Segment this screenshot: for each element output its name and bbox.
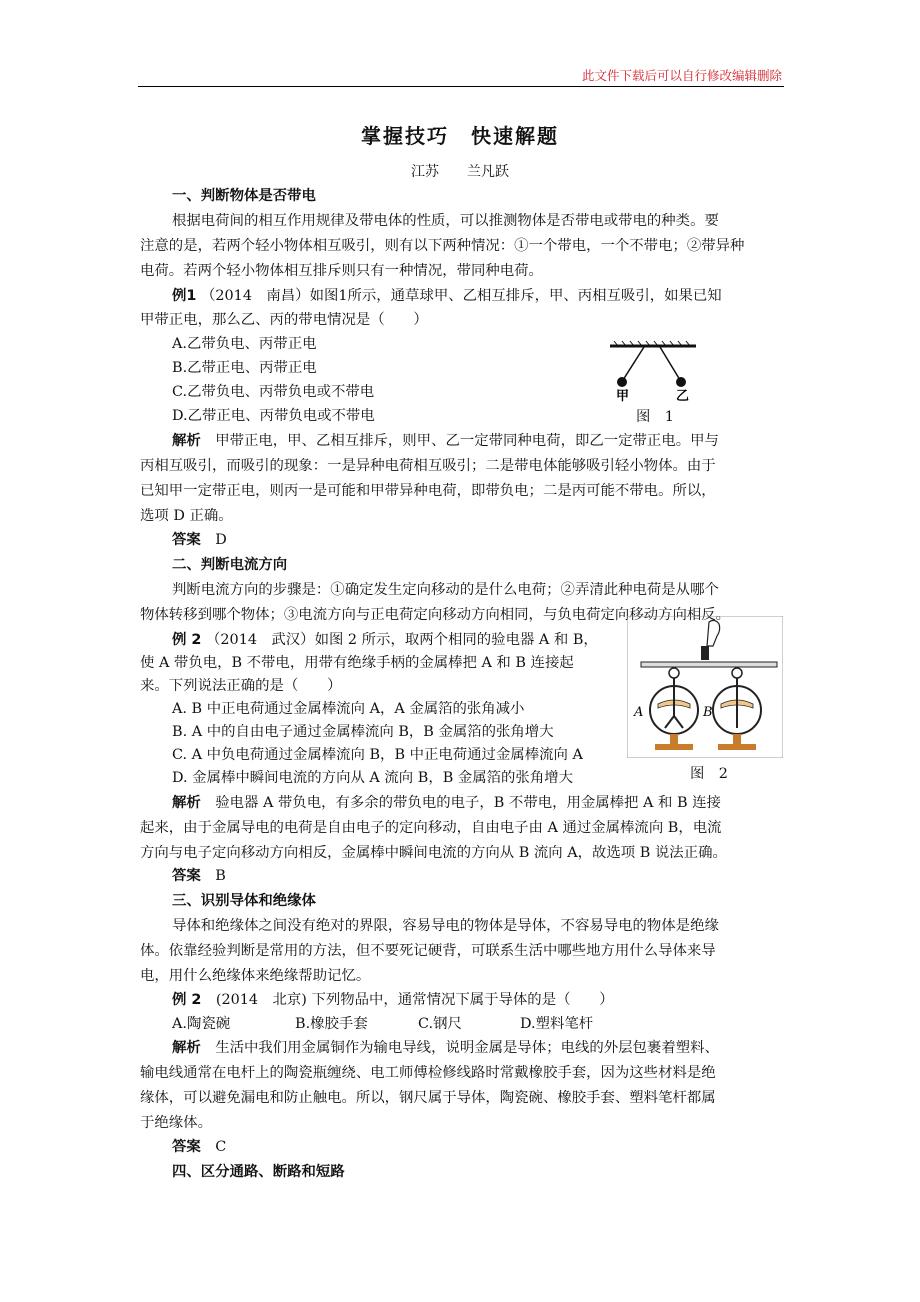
example-label: 例 2 [172,632,202,648]
s3-analysis-line: 于绝缘体。 [140,1115,212,1131]
answer-label: 答案 [172,868,201,884]
option-d: D.乙带正电、丙带负电或不带电 [172,408,375,424]
option-b: B. A 中的自由电子通过金属棒流向 B，B 金属箔的张角增大 [172,724,554,740]
figure-1-pith-balls [608,340,698,402]
option-b: B.橡胶手套 [295,1016,368,1032]
example-source: （2014 南昌） [200,288,310,304]
s2-example-line: 使 A 带负电，B 不带电，用带有绝缘手柄的金属棒把 A 和 B 连接起 [140,655,574,671]
option-c: C.钢尺 [418,1016,462,1032]
s2-example-line: 来。下列说法正确的是（ ） [140,678,342,694]
answer-value: D [215,532,227,548]
label-jia: 甲 [616,389,630,402]
label-b: B [703,705,713,720]
example-label: 例 2 [172,992,202,1008]
answer-value: C [215,1139,227,1155]
s3-analysis-line: 输电线通常在电杆上的陶瓷瓶缠绕、电工师傅检修线路时常戴橡胶手套，因为这些材料是绝 [140,1065,716,1081]
answer-label: 答案 [172,1139,201,1155]
option-c: C.乙带负电、丙带负电或不带电 [172,384,375,400]
s2-answer [172,866,226,886]
label-yi: 乙 [676,389,690,402]
example-label: 例1 [172,288,197,304]
article-title: 掌握技巧 快速解题 [361,124,559,148]
s1-example-line: 甲带正电，那么乙、丙的带电情况是（ ） [140,312,428,328]
s3-para-line: 电，用什么绝缘体来绝缘帮助记忆。 [140,968,371,984]
option-a: A.乙带负电、丙带正电 [172,336,317,352]
analysis-label: 解析 [172,1040,201,1056]
answer-value: B [215,868,226,884]
s3-answer [172,1137,226,1157]
s2-example-line: 例 2 （2014 武汉）如图 2 所示，取两个相同的验电器 A 和 B， [172,632,598,648]
s2-analysis-line: 解析 验电器 A 带负电，有多余的带负电的电子，B 不带电，用金属棒把 A 和 B 连接 [172,795,721,811]
example-question: 如图1所示，通草球甲、乙相互排斥，甲、丙相互吸引，如果已知 [309,288,722,304]
s1-analysis-line: 已知甲一定带正电，则丙一是可能和甲带异种电荷，即带负电；二是丙可能不带电。所以， [140,483,716,499]
s1-analysis-line: 丙相互吸引，而吸引的现象：一是异种电荷相互吸引；二是带电体能够吸引轻小物体。由于 [140,458,716,474]
figure-2-electroscopes [627,616,783,758]
s3-para-line: 导体和绝缘体之间没有绝对的界限，容易导电的物体是导体，不容易导电的物体是绝缘 [172,918,719,934]
section-4-heading: 四、区分通路、断路和短路 [172,1164,345,1180]
page-header [138,64,784,87]
s2-analysis-line: 起来，由于金属导电的电荷是自由电子的定向移动，自由电子由 A 通过金属棒流向 B，电流 [140,820,722,836]
option-b: B.乙带正电、丙带正电 [172,360,317,376]
figure-1-caption: 图 1 [636,409,674,425]
s2-analysis-line: 方向与电子定向移动方向相反，金属棒中瞬间电流的方向从 B 流向 A，故选项 B 说法正确。 [140,845,727,861]
s1-para-line: 注意的是，若两个轻小物体相互吸引，则有以下两种情况：①一个带电，一个不带电；②带异种 [140,238,745,254]
section-3-heading: 三、识别导体和绝缘体 [172,893,316,909]
option-c: C. A 中负电荷通过金属棒流向 B，B 中正电荷通过金属棒流向 A [172,747,583,763]
section-2-heading: 二、判断电流方向 [172,557,288,573]
answer-label: 答案 [172,532,201,548]
option-a: A. B 中正电荷通过金属棒流向 A，A 金属箔的张角减小 [172,701,525,717]
option-d: D. 金属棒中瞬间电流的方向从 A 流向 B，B 金属箔的张角增大 [172,770,573,786]
s3-analysis-line: 缘体，可以避免漏电和防止触电。所以，钢尺属于导体，陶瓷碗、橡胶手套、塑料笔杆都属 [140,1090,716,1106]
s1-para-line: 电荷。若两个轻小物体相互排斥则只有一种情况，带同种电荷。 [140,263,543,279]
analysis-label: 解析 [172,795,201,811]
s3-example-line: 例 2 (2014 北京) 下列物品中，通常情况下属于导体的是（ ） [172,992,614,1008]
s1-analysis-line: 解析 甲带正电，甲、乙相互排斥，则甲、乙一定带同种电荷，即乙一定带正电。甲与 [172,433,719,449]
author-line: 江苏 兰凡跃 [411,164,509,180]
s3-analysis-line: 解析 生活中我们用金属铜作为输电导线，说明金属是导体；电线的外层包裹着塑料、 [172,1040,719,1056]
label-a: A [634,705,644,720]
s1-answer [172,530,227,550]
s1-para-line: 根据电荷间的相互作用规律及带电体的性质，可以推测物体是否带电或带电的种类。要 [172,213,719,229]
s1-example-line [172,286,722,306]
s3-para-line: 体。依靠经验判断是常用的方法，但不要死记硬背，可联系生活中哪些地方用什么导体来导 [140,943,716,959]
section-1-heading: 一、判断物体是否带电 [172,188,316,204]
header-note: 此文件下载后可以自行修改编辑删除 [581,68,782,83]
s2-para-line: 物体转移到哪个物体；③电流方向与正电荷定向移动方向相同，与负电荷定向移动方向相反。 [140,607,731,623]
analysis-label: 解析 [172,433,201,449]
figure-2-caption: 图 2 [690,766,728,782]
option-d: D.塑料笔杆 [520,1016,594,1032]
s2-para-line: 判断电流方向的步骤是：①确定发生定向移动的是什么电荷；②弄清此种电荷是从哪个 [172,582,719,598]
s1-analysis-line: 选项 D 正确。 [140,508,233,524]
option-a: A.陶瓷碗 [172,1016,231,1032]
